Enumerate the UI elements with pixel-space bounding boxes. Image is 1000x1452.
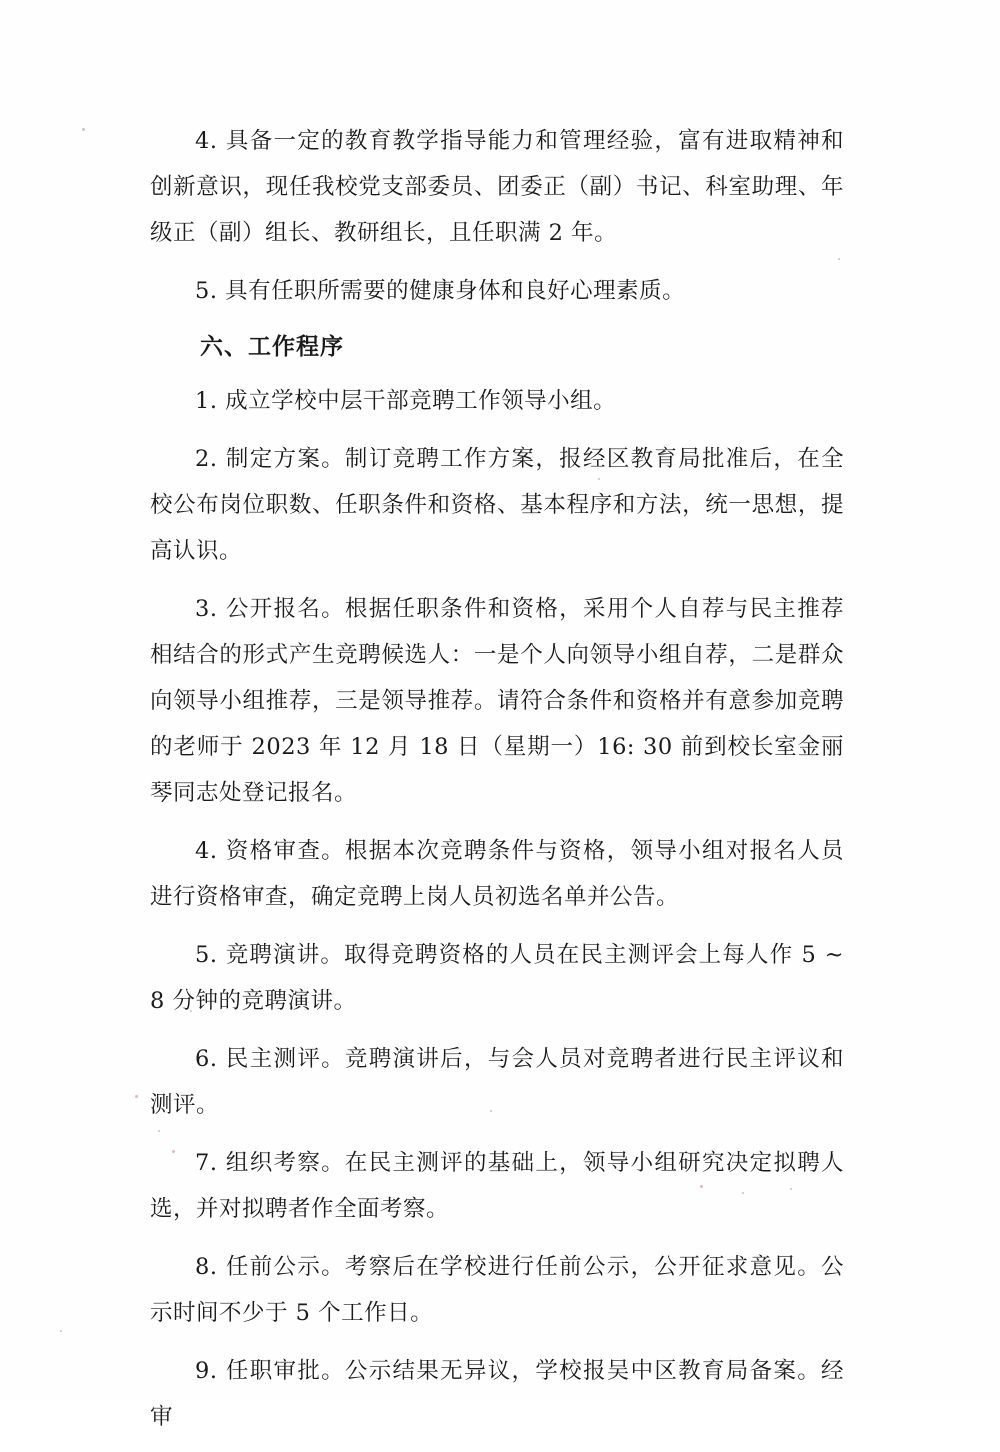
procedure-step: 8. 任前公示。考察后在学校进行任前公示，公开征求意见。公示时间不少于 5 个工作日。 xyxy=(150,1254,844,1326)
requirement-item: 5. 具有任职所需要的健康身体和良好心理素质。 xyxy=(195,278,686,304)
procedure-step: 9. 任职审批。公示结果无异议，学校报吴中区教育局备案。经审 xyxy=(150,1358,844,1430)
procedure-step: 7. 组织考察。在民主测评的基础上，领导小组研究决定拟聘人选，并对拟聘者作全面考察。 xyxy=(150,1150,844,1222)
scan-speck xyxy=(60,1330,62,1332)
scan-speck xyxy=(135,1095,138,1098)
document-body xyxy=(150,118,844,1452)
procedure-step: 4. 资格审查。根据本次竞聘条件与资格，领导小组对报名人员进行资格审查，确定竞聘上岗人员初选名单并公告。 xyxy=(150,838,844,910)
procedure-step: 5. 竞聘演讲。取得竞聘资格的人员在民主测评会上每人作 5 ~ 8 分钟的竞聘演讲。 xyxy=(150,942,844,1014)
procedure-step: 6. 民主测评。竞聘演讲后，与会人员对竞聘者进行民主评议和测评。 xyxy=(150,1046,844,1118)
procedure-step: 3. 公开报名。根据任职条件和资格，采用个人自荐与民主推荐相结合的形式产生竞聘候选人：一是个人向领导小组自荐，二是群众向领导小组推荐，三是领导推荐。请符合条件和资格并有意参加竞聘的老师于 2023 年 12 月 18 日（星期一）16: 30 前到校长室金丽琴同志处登记报名。 xyxy=(150,596,844,806)
procedure-step: 2. 制定方案。制订竞聘工作方案，报经区教育局批准后，在全校公布岗位职数、任职条件和资格、基本程序和方法，统一思想，提高认识。 xyxy=(150,446,844,564)
section-heading: 六、工作程序 xyxy=(200,334,344,360)
requirement-item: 4. 具备一定的教育教学指导能力和管理经验，富有进取精神和创新意识，现任我校党支部委员、团委正（副）书记、科室助理、年级正（副）组长、教研组长，且任职满 2 年。 xyxy=(150,128,844,246)
procedure-step: 1. 成立学校中层干部竞聘工作领导小组。 xyxy=(195,388,617,414)
scan-speck xyxy=(82,128,85,131)
